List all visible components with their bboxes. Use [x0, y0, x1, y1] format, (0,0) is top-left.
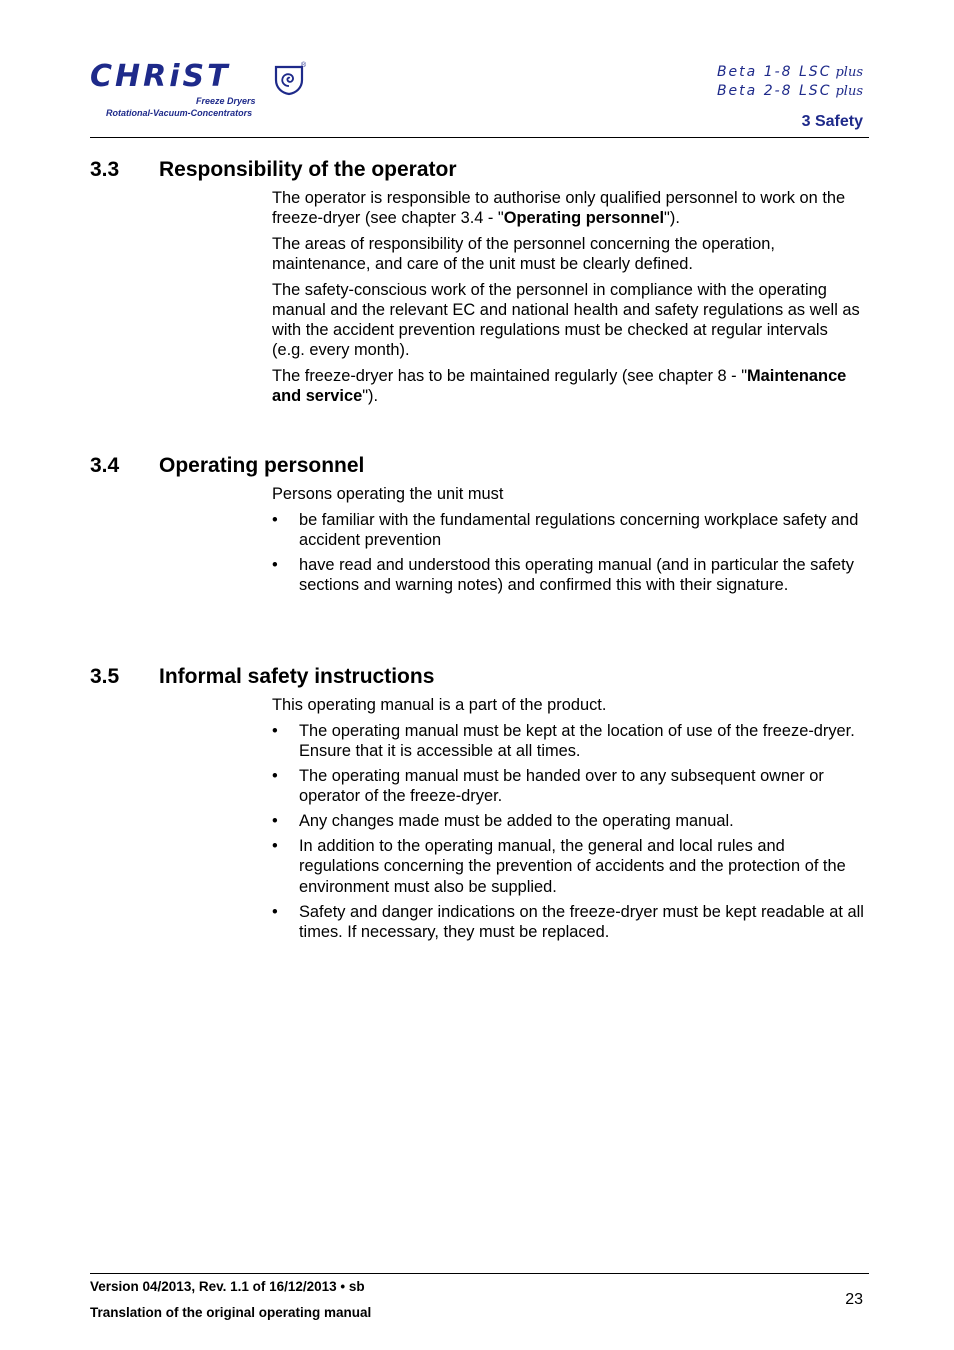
list-item-text: be familiar with the fundamental regulations concerning workplace safety and accident prevention	[299, 510, 859, 549]
section-number: 3.4	[90, 454, 120, 477]
bullet: •	[272, 510, 278, 529]
bullet: •	[272, 812, 278, 831]
list-item-text: The operating manual must be handed over to any subsequent owner or operator of the freeze-dryer.	[299, 766, 824, 806]
paragraph	[272, 234, 864, 274]
logo-tagline-1: Freeze Dryers	[196, 96, 256, 106]
paragraph-text: ").	[362, 387, 379, 406]
list-item	[272, 555, 864, 595]
section-heading-3-5	[90, 665, 434, 689]
bullet-list	[272, 510, 864, 596]
list-item	[272, 721, 864, 761]
bullet: •	[272, 837, 278, 856]
paragraph	[272, 280, 864, 361]
model-name-1-suffix: plus	[835, 65, 863, 80]
list-item	[272, 811, 864, 831]
christ-logo	[90, 60, 320, 120]
model-name-2	[717, 83, 863, 99]
chapter-label: 3 Safety	[801, 113, 863, 130]
list-item-text: Safety and danger indications on the freeze-dryer must be kept readable at all times. If necessary, they must be replaced.	[299, 902, 864, 941]
section-heading-3-4	[90, 454, 364, 478]
section-number: 3.3	[90, 158, 120, 181]
bullet-list	[272, 721, 864, 942]
bullet: •	[272, 766, 278, 785]
bullet: •	[272, 555, 278, 574]
intro-text: This operating manual is a part of the product.	[272, 696, 607, 714]
list-item	[272, 902, 864, 942]
section-heading-3-3	[90, 158, 457, 182]
page-footer	[90, 1273, 869, 1320]
paragraph-text: The areas of responsibility of the personnel concerning the operation, maintenance, and care of the unit must be clearly defined.	[272, 234, 775, 274]
paragraph	[272, 366, 864, 406]
model-name-1	[717, 64, 863, 80]
list-item	[272, 836, 864, 897]
list-item-text: In addition to the operating manual, the general and local rules and regulations concerning the prevention of accidents and the protection of the environment must also be supplied.	[299, 837, 846, 896]
chapter-reference: Maintenance and service	[272, 367, 847, 406]
section-body-3-3	[272, 188, 864, 412]
section-body-3-5	[272, 695, 864, 947]
model-name-2-suffix: plus	[835, 84, 863, 99]
logo-tagline-2: Rotational-Vacuum-Concentrators	[106, 108, 253, 118]
section-title: Responsibility of the operator	[159, 158, 457, 181]
model-name-1-text: Beta 1-8 LSC	[716, 64, 832, 80]
intro-text: Persons operating the unit must	[272, 485, 504, 503]
bullet: •	[272, 902, 278, 921]
section-number: 3.5	[90, 665, 120, 688]
section-body-3-4	[272, 484, 864, 600]
list-item-text: The operating manual must be kept at the location of use of the freeze-dryer. Ensure that it is accessible at all times.	[299, 721, 855, 760]
list-item	[272, 766, 864, 806]
paragraph-text: The freeze-dryer has to be maintained regularly (see chapter 8 - "	[272, 367, 748, 386]
chapter-reference: Operating personnel	[503, 209, 665, 228]
paragraph-text: The safety-conscious work of the personnel in compliance with the operating manual and the relevant EC and national health and safety regulations as well as with the accident prevention regulations must be checked at regular intervals (e.g. every month).	[272, 280, 860, 360]
section-title: Operating personnel	[159, 454, 365, 477]
bullet: •	[272, 721, 278, 740]
registered-mark: ®	[301, 62, 307, 69]
list-item	[272, 510, 864, 550]
paragraph-text: ").	[664, 209, 680, 228]
page-header	[90, 56, 869, 138]
paragraph-text: The operator is responsible to authorise only qualified personnel to work on the freeze-dryer (see chapter 3.4 - "	[272, 189, 846, 228]
translation-note: Translation of the original operating manual	[90, 1305, 372, 1320]
section-title: Informal safety instructions	[159, 665, 435, 688]
paragraph	[272, 188, 864, 228]
list-item-text: Any changes made must be added to the operating manual.	[299, 812, 734, 831]
version-info: Version 04/2013, Rev. 1.1 of 16/12/2013 • sb	[90, 1279, 365, 1294]
logo-wordmark: CHRiST	[90, 59, 231, 94]
page-number: 23	[845, 1291, 863, 1308]
list-item-text: have read and understood this operating manual (and in particular the safety sections and warning notes) and confirmed this with their signature.	[299, 555, 854, 595]
model-name-2-text: Beta 2-8 LSC	[716, 83, 832, 99]
